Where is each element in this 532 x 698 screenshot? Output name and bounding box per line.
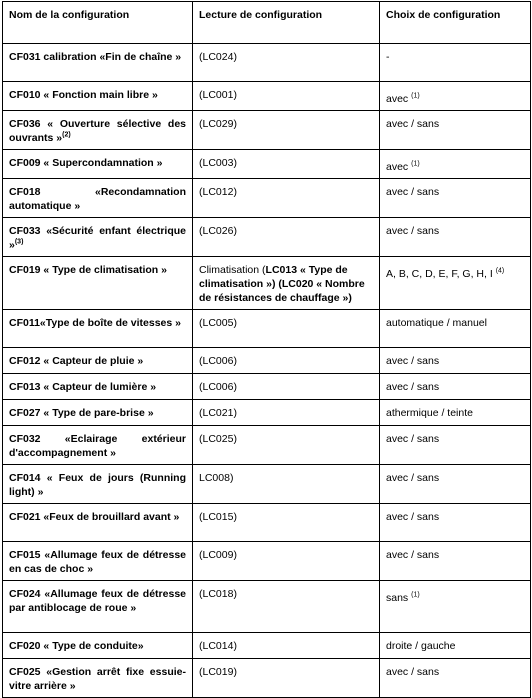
table-row (3, 426, 531, 465)
config-read-cell (193, 257, 380, 310)
header-read: Lecture de configuration (193, 2, 380, 44)
config-choice-cell (380, 82, 531, 111)
config-read: (LC003) (199, 157, 237, 169)
config-read-cell (193, 82, 380, 111)
footnote-ref: (1) (411, 92, 420, 100)
table-row (3, 374, 531, 400)
config-read-cell (193, 44, 380, 82)
config-name-cell (3, 374, 193, 400)
table-row (3, 257, 531, 310)
config-name: CF025 «Gestion arrêt fixe essuie-vitre arrière » (9, 666, 186, 692)
config-name: CF018 «Recondamnation automatique » (9, 186, 186, 212)
config-read: (LC026) (199, 225, 237, 237)
table-row (3, 111, 531, 150)
config-name-cell (3, 111, 193, 150)
config-choice-cell (380, 400, 531, 426)
config-name: CF009 « Supercondamnation » (9, 157, 163, 169)
config-name: CF024 «Allumage feux de détresse par antiblocage de roue » (9, 588, 186, 614)
config-choice-cell (380, 310, 531, 348)
table-row (3, 310, 531, 348)
config-name: CF013 « Capteur de lumière » (9, 381, 157, 393)
header-row (3, 2, 531, 44)
config-name-cell (3, 633, 193, 659)
config-read: (LC006) (199, 355, 237, 367)
config-choice: droite / gauche (386, 640, 456, 652)
config-choice: A, B, C, D, E, F, G, H, I (386, 268, 493, 280)
config-read: (LC025) (199, 433, 237, 445)
config-choice: avec / sans (386, 666, 440, 678)
config-choice: sans (386, 592, 409, 604)
config-name-cell (3, 426, 193, 465)
config-name: CF020 « Type de conduite» (9, 640, 144, 652)
config-name-cell (3, 82, 193, 111)
config-choice-cell (380, 179, 531, 218)
config-read-cell (193, 400, 380, 426)
config-read-cell (193, 542, 380, 581)
config-choice-cell (380, 465, 531, 504)
configuration-table (2, 1, 531, 698)
table-row (3, 400, 531, 426)
config-choice: - (386, 51, 390, 63)
config-choice-cell (380, 111, 531, 150)
config-read-cell (193, 426, 380, 465)
config-name: CF032 «Eclairage extérieur d'accompagnement » (9, 433, 186, 459)
config-choice: automatique / manuel (386, 317, 487, 329)
footnote-ref: (1) (411, 591, 420, 599)
config-choice-cell (380, 542, 531, 581)
config-name: CF012 « Capteur de pluie » (9, 355, 144, 367)
footnote-ref: (4) (495, 267, 505, 275)
config-read-cell (193, 150, 380, 179)
config-read: (LC005) (199, 317, 237, 329)
footnote-ref: (1) (411, 160, 420, 168)
config-choice-cell (380, 348, 531, 374)
config-read: (LC029) (199, 118, 237, 130)
config-name-cell (3, 400, 193, 426)
config-choice: avec / sans (386, 355, 440, 367)
config-read-cell (193, 348, 380, 374)
config-read: (LC014) (199, 640, 237, 652)
config-read-cell (193, 374, 380, 400)
config-name-cell (3, 465, 193, 504)
config-choice: athermique / teinte (386, 407, 473, 419)
config-choice: avec / sans (386, 472, 440, 484)
config-choice-cell (380, 150, 531, 179)
config-choice-cell (380, 659, 531, 698)
config-name-cell (3, 581, 193, 633)
table-row (3, 150, 531, 179)
config-name: CF033 «Sécurité enfant électrique » (9, 225, 186, 251)
table-row (3, 633, 531, 659)
config-choice: avec (386, 93, 409, 105)
config-name: CF036 « Ouverture sélective des ouvrants » (9, 118, 186, 144)
config-choice-cell (380, 218, 531, 257)
config-name: CF021 «Feux de brouillard avant » (9, 511, 180, 523)
config-name-cell (3, 504, 193, 542)
config-name-cell (3, 218, 193, 257)
config-choice: avec / sans (386, 186, 440, 198)
config-read: (LC018) (199, 588, 237, 600)
table-row (3, 659, 531, 698)
config-name: CF010 « Fonction main libre » (9, 89, 158, 101)
table-row (3, 348, 531, 374)
config-choice: avec / sans (386, 225, 440, 237)
config-read: (LC019) (199, 666, 237, 678)
table-row (3, 179, 531, 218)
table-row (3, 581, 531, 633)
config-name-cell (3, 257, 193, 310)
config-read-cell (193, 633, 380, 659)
header-choice: Choix de configuration (380, 2, 531, 44)
config-choice-cell (380, 374, 531, 400)
config-read-cell (193, 111, 380, 150)
table-row (3, 465, 531, 504)
header-name: Nom de la configuration (3, 2, 193, 44)
config-read-cell (193, 218, 380, 257)
config-name-cell (3, 179, 193, 218)
config-read: (LC006) (199, 381, 237, 393)
config-name: CF019 « Type de climatisation » (9, 264, 167, 276)
config-name-cell (3, 150, 193, 179)
config-choice-cell (380, 633, 531, 659)
table-row (3, 218, 531, 257)
config-read-cell (193, 179, 380, 218)
table-row (3, 542, 531, 581)
footnote-ref: (3) (14, 238, 24, 246)
config-read: (LC001) (199, 89, 237, 101)
config-choice: avec / sans (386, 381, 440, 393)
config-read-cell (193, 504, 380, 542)
config-choice: avec / sans (386, 511, 440, 523)
config-name-cell (3, 310, 193, 348)
config-choice-cell (380, 44, 531, 82)
config-choice-cell (380, 581, 531, 633)
config-choice-cell (380, 426, 531, 465)
config-name-cell (3, 44, 193, 82)
config-name-cell (3, 542, 193, 581)
config-read: (LC024) (199, 51, 237, 63)
config-name-cell (3, 659, 193, 698)
config-read-cell (193, 310, 380, 348)
config-read: LC013 « Type de climatisation ») (LC020 « Nombre de résistances de chauffage ») (199, 264, 365, 304)
config-name: CF015 «Allumage feux de détresse en cas de choc » (9, 549, 186, 575)
footnote-ref: (2) (62, 131, 71, 139)
config-choice: avec / sans (386, 118, 440, 130)
config-read: (LC015) (199, 511, 237, 523)
config-read: LC008) (199, 472, 234, 484)
config-read: (LC009) (199, 549, 237, 561)
config-read: (LC021) (199, 407, 237, 419)
config-choice: avec / sans (386, 549, 440, 561)
config-name-cell (3, 348, 193, 374)
config-name: CF031 calibration «Fin de chaîne » (9, 51, 182, 63)
table-row (3, 44, 531, 82)
table-row (3, 504, 531, 542)
config-read-cell (193, 465, 380, 504)
config-choice-cell (380, 257, 531, 310)
config-choice: avec / sans (386, 433, 440, 445)
config-read-cell (193, 581, 380, 633)
config-name: CF011«Type de boîte de vitesses » (9, 317, 181, 329)
table-row (3, 82, 531, 111)
config-read: (LC012) (199, 186, 237, 198)
config-read-prefix: Climatisation ( (199, 264, 266, 276)
config-name: CF014 « Feux de jours (Running light) » (9, 472, 186, 498)
config-choice: avec (386, 161, 409, 173)
config-read-cell (193, 659, 380, 698)
config-choice-cell (380, 504, 531, 542)
config-name: CF027 « Type de pare-brise » (9, 407, 154, 419)
